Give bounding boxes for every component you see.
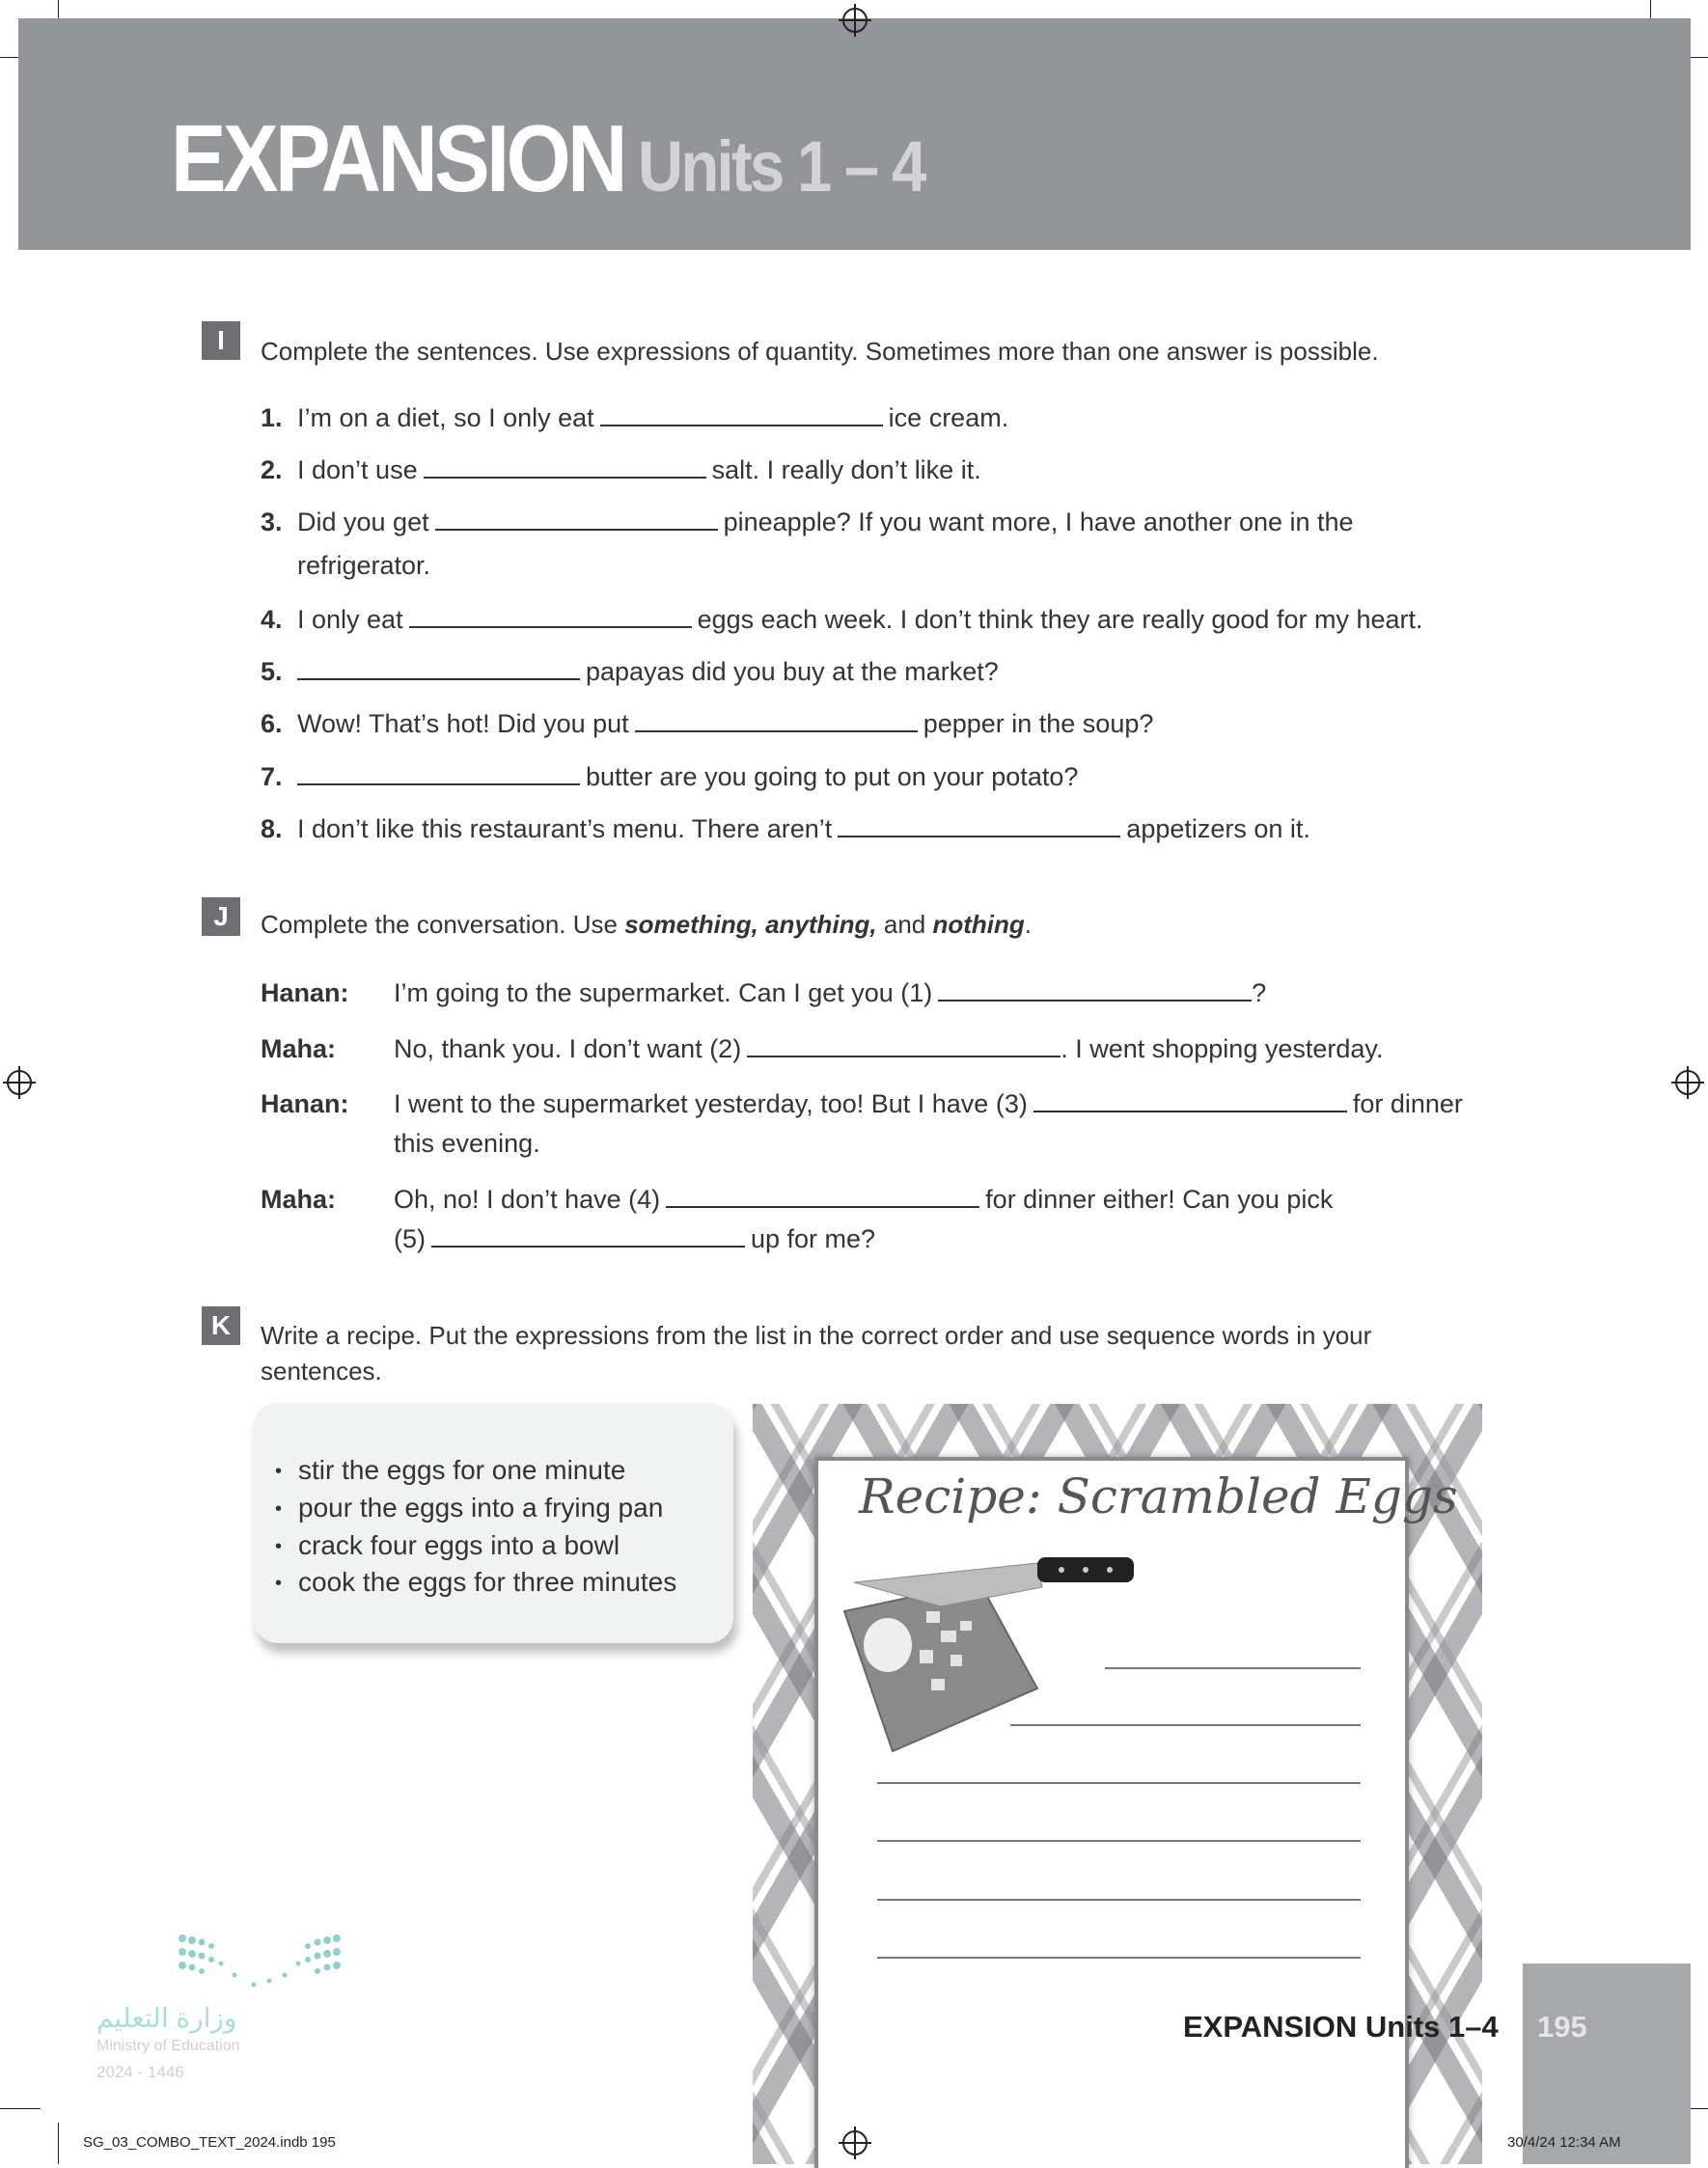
dialogue-text: I’m going to the supermarket. Can I get you (1) xyxy=(394,978,933,1007)
exercise-item xyxy=(261,403,1008,433)
item-number: 8. xyxy=(261,814,283,843)
dialogue-text: No, thank you. I don’t want (2) xyxy=(394,1034,742,1063)
section-j-label: J xyxy=(202,897,240,936)
cutting-board xyxy=(844,1582,1037,1751)
answer-blank[interactable] xyxy=(938,978,1252,1002)
section-k-instruction: Write a recipe. Put the expressions from the list in the correct order and use sequence words in your xyxy=(261,1321,1372,1350)
item-text: I only eat xyxy=(297,605,403,634)
registration-mark-icon xyxy=(7,1070,32,1095)
speaker-name: Maha: xyxy=(261,1034,337,1063)
slug-timestamp: 30/4/24 12:34 AM xyxy=(1507,2134,1621,2151)
dialogue-continuation xyxy=(394,1224,875,1254)
item-text: butter are you going to put on your potato? xyxy=(586,762,1079,791)
dialogue-text: (5) xyxy=(394,1224,426,1253)
title-expansion: EXPANSION xyxy=(171,105,624,211)
item-text: I’m on a diet, so I only eat xyxy=(297,403,594,432)
answer-blank[interactable] xyxy=(431,1224,745,1248)
dialogue-line xyxy=(261,1089,1463,1119)
exercise-item xyxy=(261,657,999,687)
dialogue-text: . I went shopping yesterday. xyxy=(1061,1034,1384,1063)
speaker-name: Hanan: xyxy=(261,1089,349,1118)
exercise-item xyxy=(261,605,1423,635)
item-text: Wow! That’s hot! Did you put xyxy=(297,709,629,738)
crop-mark xyxy=(0,2108,41,2109)
item-number: 1. xyxy=(261,403,283,432)
dialogue-text: Oh, no! I don’t have (4) xyxy=(394,1185,661,1214)
expression-list-box xyxy=(253,1403,733,1643)
section-i-label: I xyxy=(202,321,240,360)
item-text: pineapple? If you want more, I have another one in the xyxy=(723,508,1354,536)
page-title xyxy=(171,104,924,213)
answer-blank[interactable] xyxy=(409,605,692,628)
item-text: pepper in the soup? xyxy=(923,709,1154,738)
answer-blank[interactable] xyxy=(424,455,706,479)
title-units: Units 1 – 4 xyxy=(637,126,924,206)
section-i-instruction: Complete the sentences. Use expressions of quantity. Sometimes more than one answer is possible. xyxy=(261,337,1379,366)
instruction-text: and xyxy=(876,910,933,939)
item-text: eggs each week. I don’t think they are really good for my heart. xyxy=(697,605,1423,634)
dialogue-line xyxy=(261,1034,1383,1064)
item-text: papayas did you buy at the market? xyxy=(586,657,999,686)
onion xyxy=(864,1618,912,1672)
item-number: 5. xyxy=(261,657,283,686)
answer-blank[interactable] xyxy=(747,1034,1061,1057)
answer-blank[interactable] xyxy=(1033,1089,1347,1112)
section-k-label: K xyxy=(202,1306,240,1345)
item-text: I don’t use xyxy=(297,455,418,484)
dialogue-text: I went to the supermarket yesterday, too! But I have (3) xyxy=(394,1089,1028,1118)
logo-english-text: Ministry of Education xyxy=(96,2038,240,2054)
dialogue-text: for dinner xyxy=(1352,1089,1463,1118)
exercise-item xyxy=(261,508,1354,537)
item-text: Did you get xyxy=(297,508,429,536)
logo-years-text: 2024 - 1446 xyxy=(96,2063,184,2081)
writing-line[interactable] xyxy=(877,1957,1361,1959)
list-item: • cook the eggs for three minutes xyxy=(298,1567,676,1598)
running-footer-title: EXPANSION Units 1–4 xyxy=(1183,2010,1499,2044)
writing-line[interactable] xyxy=(1105,1667,1361,1669)
instruction-text: Complete the conversation. Use xyxy=(261,910,625,939)
exercise-item xyxy=(261,709,1153,739)
dialogue-line xyxy=(261,978,1266,1008)
recipe-title: Recipe: Scrambled Eggs xyxy=(859,1468,1458,1524)
answer-blank[interactable] xyxy=(838,814,1120,837)
exercise-item xyxy=(261,455,981,485)
item-number: 3. xyxy=(261,508,283,536)
writing-line[interactable] xyxy=(877,1782,1361,1784)
ministry-logo-icon xyxy=(177,1933,343,1990)
section-j-instruction xyxy=(261,910,1032,940)
item-text: ice cream. xyxy=(888,403,1009,432)
answer-blank[interactable] xyxy=(666,1185,979,1208)
list-item: • crack four eggs into a bowl xyxy=(298,1530,620,1561)
dialogue-text: for dinner either! Can you pick xyxy=(985,1185,1334,1214)
list-item: • pour the eggs into a frying pan xyxy=(298,1493,663,1523)
instruction-text: . xyxy=(1024,910,1033,939)
slug-file-info: SG_03_COMBO_TEXT_2024.indb 195 xyxy=(83,2134,336,2151)
dialogue-continuation: this evening. xyxy=(394,1129,540,1158)
answer-blank[interactable] xyxy=(435,508,718,531)
answer-blank[interactable] xyxy=(635,709,918,732)
section-k-instruction-cont: sentences. xyxy=(261,1357,382,1386)
knife-blade xyxy=(854,1563,1042,1606)
page-number: 195 xyxy=(1537,2010,1587,2044)
registration-mark-icon xyxy=(842,8,868,33)
writing-line[interactable] xyxy=(877,1899,1361,1901)
speaker-name: Hanan: xyxy=(261,978,349,1007)
dialogue-line xyxy=(261,1185,1333,1215)
instruction-emphasis: something, anything, xyxy=(624,910,877,939)
exercise-item-continuation: refrigerator. xyxy=(297,551,431,580)
item-number: 6. xyxy=(261,709,283,738)
dialogue-text: up for me? xyxy=(751,1224,876,1253)
speaker-name: Maha: xyxy=(261,1185,337,1214)
item-number: 7. xyxy=(261,762,283,791)
list-item: • stir the eggs for one minute xyxy=(298,1455,625,1486)
item-number: 2. xyxy=(261,455,283,484)
answer-blank[interactable] xyxy=(600,403,883,426)
registration-mark-icon xyxy=(842,2130,868,2155)
exercise-item xyxy=(261,762,1078,792)
writing-line[interactable] xyxy=(1010,1724,1361,1726)
dialogue-text: ? xyxy=(1252,978,1267,1007)
item-text: appetizers on it. xyxy=(1126,814,1310,843)
logo-arabic-text: وزارة التعليم xyxy=(96,2003,237,2033)
answer-blank[interactable] xyxy=(297,657,580,680)
crop-mark xyxy=(58,2123,59,2164)
writing-line[interactable] xyxy=(877,1840,1361,1842)
instruction-emphasis: nothing xyxy=(932,910,1025,939)
answer-blank[interactable] xyxy=(297,762,580,785)
registration-mark-icon xyxy=(1675,1070,1700,1095)
item-text: I don’t like this restaurant’s menu. There aren’t xyxy=(297,814,833,843)
item-text: salt. I really don’t like it. xyxy=(711,455,981,484)
exercise-item xyxy=(261,814,1310,844)
item-number: 4. xyxy=(261,605,283,634)
